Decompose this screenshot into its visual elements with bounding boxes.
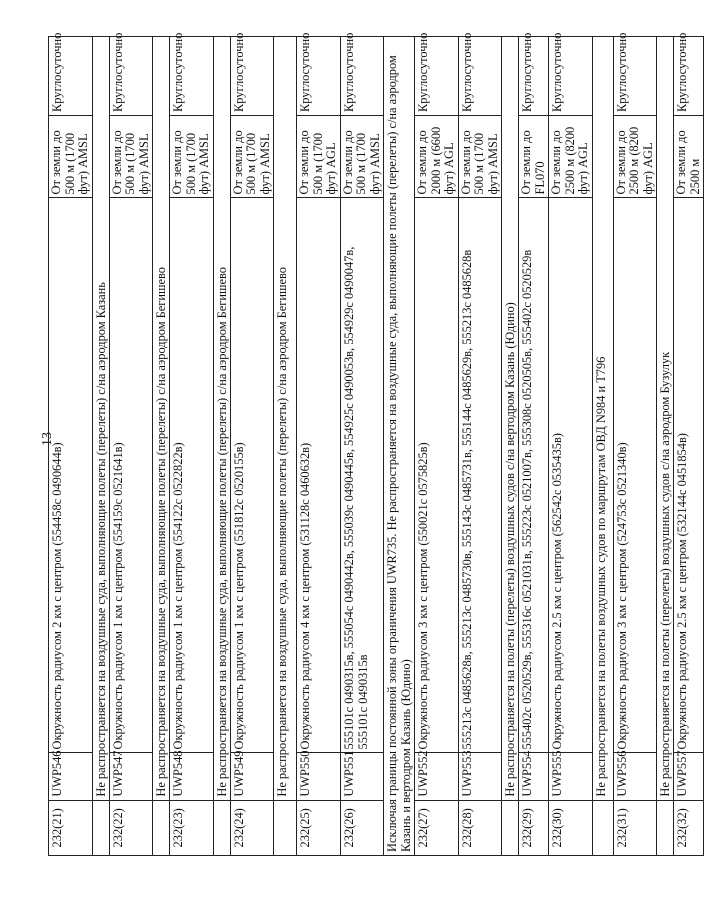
empty-cell [502,800,519,855]
note-row [657,37,674,856]
zone-code-cell: UWP555 [549,753,593,800]
zone-boundary-cell: Окружность радиусом 2.5 км с центром (532144с 0451854в) [674,198,704,753]
table-row [519,37,549,856]
note-cell: Исключая границы постоянной зоны ограничения UWR735. Не распространяется на воздушные суда, выполняющие полеты (перелеты) с/на аэродром Казань и вертодром Казань (Юдино) [384,37,415,856]
zone-code-cell: UWP551 [340,753,384,800]
note-cell: Не распространяется на полеты воздушных судов по маршрутам ОВД N984 и T796 [592,37,613,801]
time-cell: Круглосуточно [49,37,93,116]
altitude-cell: От земли до 500 м (1700 фут) AMSL [170,115,214,197]
zone-code-cell: UWP556 [613,753,657,800]
note-row [502,37,519,856]
time-cell: Круглосуточно [109,37,153,116]
altitude-cell: От земли до FL070 [519,115,549,197]
note-cell: Не распространяется на воздушные суда, выполняющие полеты (перелеты) с/на аэродром Бегишево [274,37,297,801]
zone-code-cell: UWP550 [297,753,341,800]
zone-number-cell: 232(29) [519,800,549,855]
empty-cell [657,800,674,855]
time-cell: Круглосуточно [549,37,593,116]
zone-number-cell: 232(28) [458,800,502,855]
zone-number-cell: 232(26) [340,800,384,855]
time-cell: Круглосуточно [674,37,704,116]
zone-boundary-cell: Окружность радиусом 1 км с центром (551812с 0520155в) [230,198,274,753]
note-cell: Не распространяется на полеты (перелеты) воздушных судов с/на вертодром Казань (Юдино) [502,37,519,801]
zone-number-cell: 232(32) [674,800,704,855]
table-row [297,37,341,856]
zone-code-cell: UWP553 [458,753,502,800]
time-cell: Круглосуточно [297,37,341,116]
note-cell: Не распространяется на воздушные суда, выполняющие полеты (перелеты) с/на аэродром Казань [92,37,109,801]
table-row [230,37,274,856]
page-number: 13 [40,432,55,446]
zone-boundary-cell: Окружность радиусом 4 км с центром (531128с 0460632в) [297,198,341,753]
altitude-cell: От земли до 2500 м (8200 фут) AGL [549,115,593,197]
table-body [49,32,704,856]
table-row [549,37,593,856]
rotated-document-page [48,32,702,856]
zone-boundary-cell: Окружность радиусом 3 км с центром (524753с 0521340в) [613,198,657,753]
note-row [153,37,170,856]
note-row [384,37,415,856]
altitude-cell: От земли до 500 м (1700 фут) AMSL [340,115,384,197]
zone-number-cell: 232(22) [109,800,153,855]
zone-code-cell: UWP548 [170,753,214,800]
zone-code-cell: UWP549 [230,753,274,800]
zone-boundary-cell: 555213с 0485628в, 555213с 0485730в, 555143с 0485731в, 555144с 0485629в, 555213с 0485628в [458,198,502,753]
zone-code-cell: UWP546 [49,753,93,800]
zone-number-cell: 232(24) [230,800,274,855]
empty-cell [213,800,230,855]
note-cell: Не распространяется на полеты (перелеты) воздушных судов с/на аэродром Бузулук [657,37,674,801]
zone-number-cell: 232(31) [613,800,657,855]
table-row [49,37,93,856]
altitude-cell: От земли до 500 м (1700 фут) AMSL [109,115,153,197]
zone-boundary-cell: Окружность радиусом 2.5 км с центром (562542с 0535435в) [549,198,593,753]
table-row [674,37,704,856]
altitude-cell: От земли до 500 м (1700 фут) AMSL [230,115,274,197]
zone-number-cell: 232(25) [297,800,341,855]
zone-boundary-cell: 555402с 0520529в, 555316с 0521031в, 555223с 0521007в, 555308с 0520505в, 555402с 0520529в [519,198,549,753]
note-row [592,37,613,856]
altitude-cell: От земли до 500 м (1700 фут) AMSL [49,115,93,197]
zone-code-cell: UWP547 [109,753,153,800]
table-row [340,37,384,856]
zone-boundary-cell: Окружность радиусом 3 км с центром (550021с 0575825в) [415,198,459,753]
zone-number-cell: 232(23) [170,800,214,855]
table-row [109,37,153,856]
time-cell: Круглосуточно [458,37,502,116]
altitude-cell: От земли до 2000 м (6600 фут) AGL [415,115,459,197]
table-row [170,37,214,856]
time-cell: Круглосуточно [230,37,274,116]
note-row [92,37,109,856]
table-row [613,37,657,856]
restricted-zones-table [48,32,704,856]
zone-boundary-cell: Окружность радиусом 1 км с центром (554159с 0521641в) [109,198,153,753]
note-row [274,37,297,856]
empty-cell [153,800,170,855]
zone-boundary-cell: 555101с 0490315в, 555054с 0490442в, 555039с 0490445в, 554925с 0490053в, 554929с 0490047в, 555101с 0490315в [340,198,384,753]
time-cell: Круглосуточно [170,37,214,116]
table-row [415,37,459,856]
altitude-cell: От земли до 2500 м [674,115,704,197]
altitude-cell: От земли до 2500 м (8200 фут) AGL [613,115,657,197]
note-row [213,37,230,856]
altitude-cell: От земли до 500 м (1700 фут) AMSL [458,115,502,197]
time-cell: Круглосуточно [519,37,549,116]
altitude-cell: От земли до 500 м (1700 фут) AGL [297,115,341,197]
zone-number-cell: 232(30) [549,800,593,855]
time-cell: Круглосуточно [613,37,657,116]
zone-code-cell: UWP552 [415,753,459,800]
time-cell: Круглосуточно [340,37,384,116]
zone-code-cell: UWP554 [519,753,549,800]
zone-number-cell: 232(27) [415,800,459,855]
zone-code-cell: UWP557 [674,753,704,800]
zone-number-cell: 232(21) [49,800,93,855]
empty-cell [592,800,613,855]
note-cell: Не распространяется на воздушные суда, выполняющие полеты (перелеты) с/на аэродром Бегишево [153,37,170,801]
note-cell: Не распространяется на воздушные суда, выполняющие полеты (перелеты) с/на аэродром Бегишево [213,37,230,801]
empty-cell [274,800,297,855]
zone-boundary-cell: Окружность радиусом 2 км с центром (554458с 0490644в) [49,198,93,753]
empty-cell [92,800,109,855]
time-cell: Круглосуточно [415,37,459,116]
table-row [458,37,502,856]
zone-boundary-cell: Окружность радиусом 1 км с центром (554122с 0522822в) [170,198,214,753]
